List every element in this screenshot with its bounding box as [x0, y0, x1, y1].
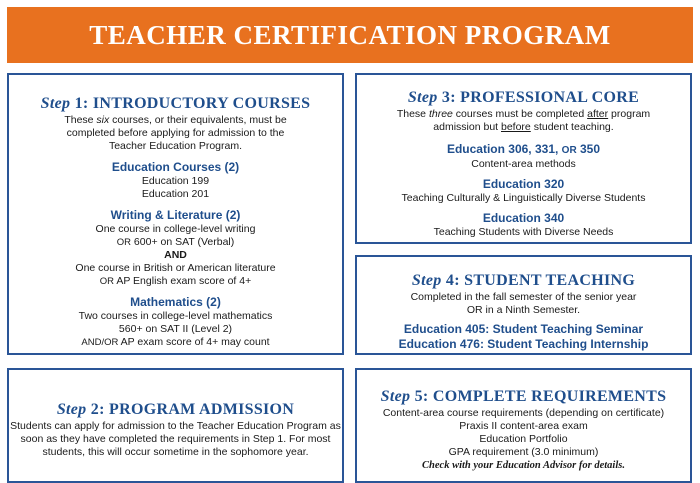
- writing-or: OR: [116, 237, 132, 248]
- education-courses-heading: Education Courses (2): [111, 160, 240, 174]
- math-andor: AND/OR: [81, 337, 119, 348]
- education-306-head-b: 350: [576, 142, 601, 156]
- writing-line-2-text: 600+ on SAT (Verbal): [131, 236, 235, 248]
- step5-item: Praxis II content-area exam: [459, 420, 588, 432]
- math-line-2: 560+ on SAT II (Level 2): [118, 323, 233, 335]
- step5-title: [357, 387, 690, 407]
- step1-intro-2: completed before applying for admission to the: [66, 127, 285, 139]
- step1-title: [9, 94, 342, 114]
- step3-intro-em: three: [428, 108, 453, 120]
- step1-step-word: Step: [40, 95, 71, 112]
- writing-line-2: [9, 236, 342, 249]
- education-course-item: Education 201: [141, 188, 210, 200]
- step2-line-1: Students can apply for admission to the Teacher Education Program as: [10, 420, 341, 432]
- step3-number: 3:: [441, 89, 456, 106]
- step1-number: 1:: [74, 95, 89, 112]
- writing-line-3: One course in British or American literature: [75, 262, 276, 274]
- step3-intro-2a: admission but: [433, 121, 501, 133]
- step2-heading: PROGRAM ADMISSION: [109, 401, 295, 418]
- step1-heading: INTRODUCTORY COURSES: [92, 95, 311, 112]
- education-476-heading: Education 476: Student Teaching Internship: [398, 337, 649, 351]
- step1-intro: [9, 114, 342, 127]
- math-line-3: [9, 336, 342, 349]
- writing-and: AND: [164, 249, 187, 261]
- step4-title: [357, 271, 690, 291]
- step1-box: [7, 73, 344, 355]
- education-course-item: Education 199: [141, 175, 210, 187]
- step3-intro-2b: student teaching.: [530, 121, 614, 133]
- step1-intro-em: six: [96, 114, 110, 126]
- step5-advisor-note: Check with your Education Advisor for details.: [422, 460, 625, 471]
- step3-intro: [357, 108, 690, 121]
- step3-intro-c: program: [608, 108, 651, 120]
- step3-intro-2: [357, 121, 690, 134]
- step4-step-word: Step: [411, 272, 442, 289]
- step2-title: [9, 400, 342, 420]
- step3-intro-b: courses must be completed: [452, 108, 588, 120]
- education-306-heading: [357, 142, 690, 158]
- step1-intro-b: courses, or their equivalents, must be: [109, 114, 287, 126]
- step5-step-word: Step: [380, 388, 411, 405]
- writing-or-2: OR: [99, 276, 114, 287]
- step2-line-3: students, this will occur sometime in the sophomore year.: [42, 446, 309, 458]
- step4-number: 4:: [445, 272, 460, 289]
- step3-intro-before: before: [501, 121, 531, 133]
- education-320-heading: Education 320: [482, 177, 565, 191]
- step4-heading: STUDENT TEACHING: [464, 272, 636, 289]
- step4-line-1: Completed in the fall semester of the senior year: [410, 291, 637, 303]
- step3-intro-after: after: [587, 108, 609, 120]
- step5-box: [355, 368, 692, 483]
- mathematics-heading: Mathematics (2): [130, 295, 221, 309]
- step2-number: 2:: [90, 401, 105, 418]
- step4-box: [355, 255, 692, 355]
- writing-line-1: One course in college-level writing: [95, 223, 256, 235]
- step5-number: 5:: [414, 388, 429, 405]
- step5-heading: COMPLETE REQUIREMENTS: [432, 388, 667, 405]
- education-306-head-a: Education 306, 331,: [446, 142, 562, 156]
- education-306-desc: Content-area methods: [471, 158, 576, 170]
- math-line-1: Two courses in college-level mathematics: [78, 310, 273, 322]
- page-header: [7, 7, 693, 63]
- step1-intro-3: Teacher Education Program.: [108, 140, 243, 152]
- education-320-desc: Teaching Culturally & Linguistically Diverse Students: [401, 192, 646, 204]
- education-405-heading: Education 405: Student Teaching Seminar: [403, 322, 644, 336]
- step4-line-2: OR in a Ninth Semester.: [466, 304, 581, 316]
- math-line-3-text: AP exam score of 4+ may count: [118, 336, 270, 348]
- step2-line-2: soon as they have completed the requirements in Step 1. For most: [20, 433, 331, 445]
- writing-literature-heading: Writing & Literature (2): [110, 208, 241, 222]
- education-340-heading: Education 340: [482, 211, 565, 225]
- step3-intro-a: These: [396, 108, 429, 120]
- step2-step-word: Step: [56, 401, 87, 418]
- writing-line-4-text: AP English exam score of 4+: [113, 275, 252, 287]
- writing-line-4: [9, 275, 342, 288]
- education-340-desc: Teaching Students with Diverse Needs: [433, 226, 614, 238]
- step3-step-word: Step: [407, 89, 438, 106]
- step2-box: [7, 368, 344, 483]
- step1-intro-a: These: [64, 114, 97, 126]
- education-306-head-or: OR: [561, 145, 577, 156]
- page-title: TEACHER CERTIFICATION PROGRAM: [89, 19, 611, 50]
- step5-item: Content-area course requirements (depending on certificate): [382, 407, 665, 419]
- step3-title: [357, 88, 690, 108]
- step5-item: Education Portfolio: [479, 433, 568, 445]
- step3-box: [355, 73, 692, 244]
- step3-heading: PROFESSIONAL CORE: [460, 89, 640, 106]
- step5-item: GPA requirement (3.0 minimum): [448, 446, 599, 458]
